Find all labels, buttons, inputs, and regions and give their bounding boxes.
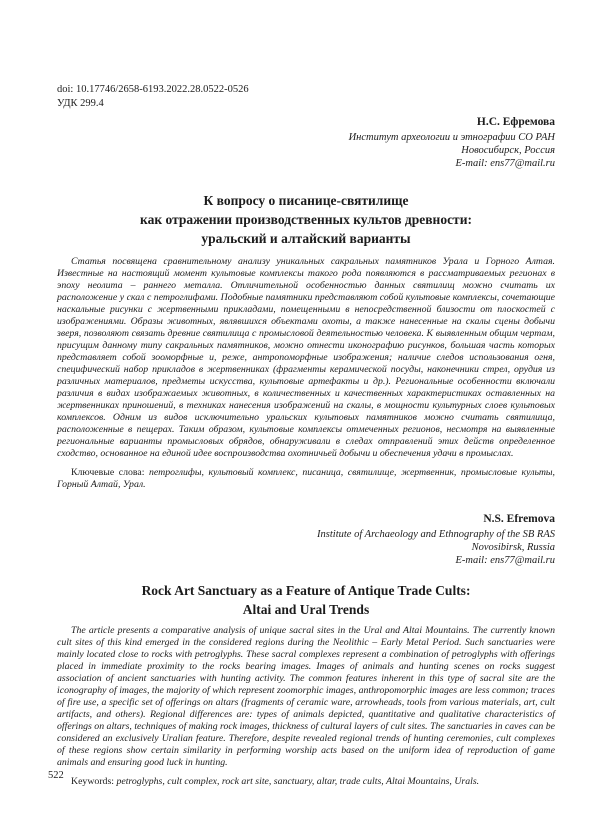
affiliation-ru-email: E-mail: ens77@mail.ru: [455, 158, 555, 169]
keywords-text-en: petroglyphs, cult complex, rock art site, sanctuary, altar, trade cults, Altai Mountains, Urals.: [116, 776, 480, 787]
author-name-ru: Н.С. Ефремова: [476, 116, 555, 128]
abstract-ru: Статья посвящена сравнительному анализу уникальных сакральных памятников Урала и Горного Алтая. Известные на настоящий момент культовые комплексы такого рода появляются в рассматриваемых регионах в эпоху неолита – раннего металла. Отличительной особенностью данных святилищ можно считать их расположение у скал с петроглифами. Подобные памятники представляют собой культовые комплексы, сочетающие наскальные рисунки с жертвенными прикладами, помещенными в непосредственной близости от плоскостей с изображениями. Образы животных, являвшихся объектами охоты, а также нанесенные на скалы сцены добычи зверя, позволяют связать древние святилища с промысловой деятельностью человека. К выявленным общим чертам, присущим данному типу сакральных памятников, можно отнести иконографию рисунков, большая часть которых представляет собой зооморфные и, реже, антропоморфные изображения; наличие следов использования огня, специфический набор прикладов в жертвенниках (фрагменты керамической посуды, наконечники стрел, орудия из различных материалов, предметы искусства, культовые артефакты и др.). Региональные особенности включали различия в видах изображаемых животных, в количественных и качественных характеристиках оставленных на жертвенниках приношений, в техниках нанесения изображений на скалы, в мощности культурных слоев культовых комплексов. Одним из видов исключительно уральских культовых памятников можно считать святилища, расположенные в пещерах. Таким образом, культовые комплексы отмеченных регионов, несмотря на выявленные региональные варианты промысловых обрядов, обнаруживали в следах отправлений этих действ определенное сходство, основанное на единой идее воспроизводства охотничьей добычи и обеспечения удачи в промыслах.: [57, 256, 555, 459]
keywords-ru: [57, 467, 555, 491]
keywords-text-ru: петроглифы, культовый комплекс, писаница, святилище, жертвенник, промысловые культы, Горный Алтай, Урал.: [57, 467, 555, 490]
udc-line: УДК 299.4: [57, 98, 104, 109]
article-title-ru: [57, 191, 555, 248]
article-title-ru-line-1: К вопросу о писанице-святилище: [203, 193, 409, 208]
keywords-en: [57, 776, 555, 788]
affiliation-en-city: Novosibirsk, Russia: [471, 542, 555, 553]
affiliation-ru-city: Новосибирск, Россия: [461, 145, 555, 156]
author-name-en: N.S. Efremova: [483, 513, 555, 525]
author-block-ru: [57, 114, 555, 170]
page-number: 522: [48, 770, 64, 781]
affiliation-en-institute: Institute of Archaeology and Ethnography of the SB RAS: [317, 529, 555, 540]
article-header-meta: [57, 83, 555, 111]
abstract-en: The article presents a comparative analysis of unique sacral sites in the Ural and Altai Mountains. The currently known cult sites of this kind emerged in the considered regions during the Neolithic – Early Metal Period. Such sanctuaries were mainly located close to rocks with petroglyphs. These sacral complexes represent a combination of petroglyphs with offerings placed in immediate proximity to the rocks bearing images. Images of animals and hunting scenes on rocks suggest association of ancient sanctuaries with hunting activity. The common features inherent in this type of sacral site are the iconography of images, the majority of which represent zoomorphic images, anthropomorphic images are less common; traces of fire use, a specific set of offerings on altars (fragments of ceramic ware, arrowheads, tools from various materials, art, cult artifacts, and others). Regional differences are: types of animals depicted, quantitative and qualitative characteristics of offerings on altars, techniques of making rock images, thickness of cultural layers of cult sites. The sanctuaries in caves can be considered an exclusively Uralian feature. Therefore, despite revealed regional trends of hunting ceremonies, cult complexes of these regions show certain similarity in performing worship acts based on the uniform idea of reproduction of game animals and ensuring good luck in hunting.: [57, 625, 555, 768]
article-title-ru-line-3: уральский и алтайский варианты: [201, 231, 411, 246]
keywords-label-ru: Ключевые слова:: [71, 467, 145, 478]
article-title-en-line-1: Rock Art Sanctuary as a Feature of Antique Trade Cults:: [141, 583, 471, 598]
doi-line: doi: 10.17746/2658-6193.2022.28.0522-0526: [57, 84, 249, 95]
affiliation-en-email: E-mail: ens77@mail.ru: [455, 555, 555, 566]
article-title-en-line-2: Altai and Ural Trends: [242, 602, 370, 617]
article-title-ru-line-2: как отражении производственных культов древности:: [140, 212, 472, 227]
affiliation-ru-institute: Институт археологии и этнографии СО РАН: [348, 132, 555, 143]
article-title-en: [57, 581, 555, 619]
author-block-en: [57, 511, 555, 567]
keywords-label-en: Keywords:: [71, 776, 114, 787]
